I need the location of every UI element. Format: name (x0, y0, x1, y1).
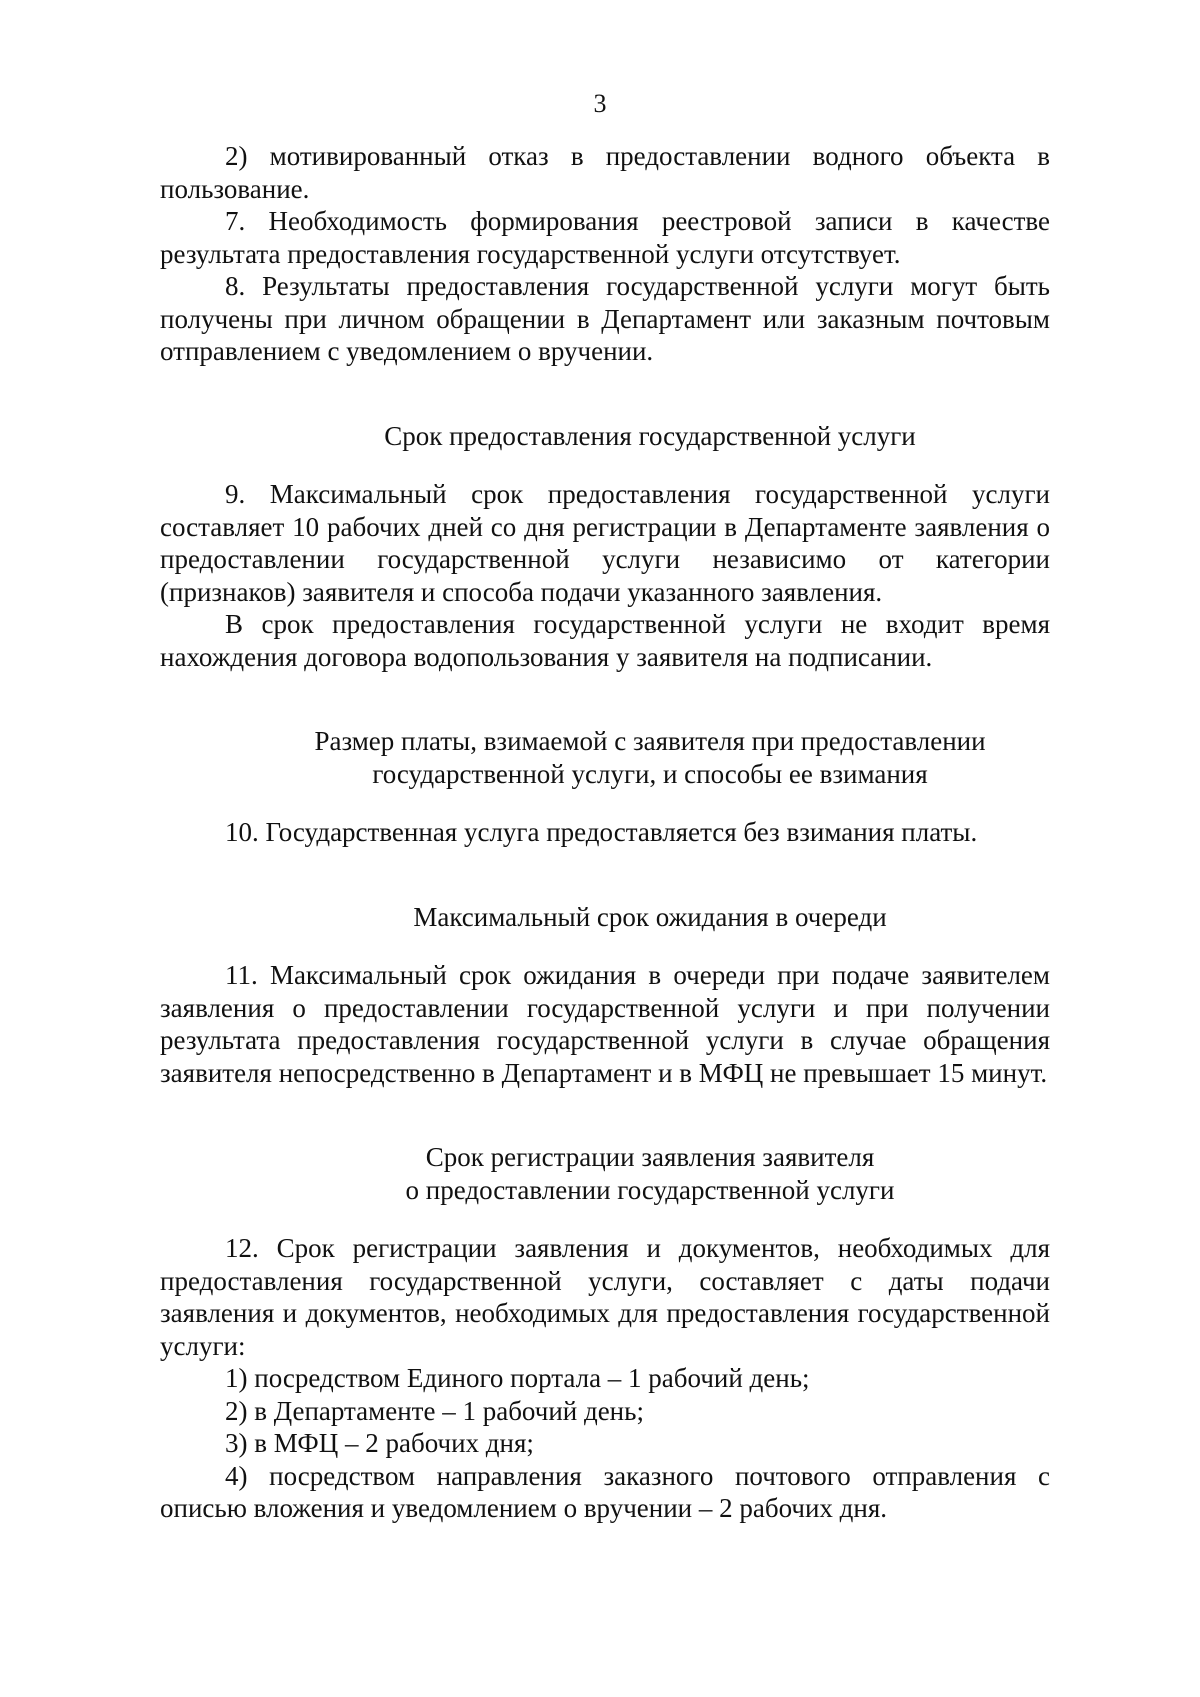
heading-fee-line-2: государственной услуги, и способы ее взимания (372, 758, 928, 789)
section-gap (160, 673, 1050, 725)
paragraph-11: 11. Максимальный срок ожидания в очереди при подаче заявителем заявления о предоставлении государственной услуги и при получении результата предоставления государственной услуги в случае обращения заявителя непосредственно в Департамент и в МФЦ не превышает 15 минут. (160, 960, 1050, 1088)
paragraph-8: 8. Результаты предоставления государственной услуги могут быть получены при личном обращении в Департамент или заказным почтовым отправлением с уведомлением о вручении. (160, 271, 1050, 366)
paragraph-12-item-1: 1) посредством Единого портала – 1 рабочий день; (225, 1363, 810, 1393)
section-gap (160, 1206, 1050, 1232)
heading-registration-line-2: о предоставлении государственной услуги (405, 1174, 895, 1205)
paragraph-result-2: 2) мотивированный отказ в предоставлении водного объекта в пользование. (160, 141, 1050, 204)
paragraph-12-item-4: 4) посредством направления заказного почтового отправления с описью вложения и уведомлением о вручении – 2 рабочих дня. (160, 1460, 1050, 1523)
paragraph-7: 7. Необходимость формирования реестровой записи в качестве результата предоставления государственной услуги отсутствует. (160, 206, 1050, 269)
paragraph-10: 10. Государственная услуга предоставляется без взимания платы. (225, 817, 978, 847)
document-body (160, 140, 1050, 1525)
page-number: 3 (593, 89, 607, 118)
section-gap (160, 790, 1050, 816)
section-gap (160, 933, 1050, 959)
heading-queue-time: Максимальный срок ожидания в очереди (413, 901, 887, 932)
paragraph-9: 9. Максимальный срок предоставления государственной услуги составляет 10 рабочих дней со дня регистрации в Департаменте заявления о предоставлении государственной услуги независимо от категории (признаков) заявителя и способа подачи указанного заявления. (160, 479, 1050, 607)
heading-fee-line-1: Размер платы, взимаемой с заявителя при предоставлении (314, 726, 986, 756)
section-gap (160, 849, 1050, 901)
section-gap (160, 452, 1050, 478)
paragraph-12-item-3: 3) в МФЦ – 2 рабочих дня; (225, 1428, 534, 1458)
heading-service-term: Срок предоставления государственной услуги (384, 420, 916, 451)
paragraph-9-continued: В срок предоставления государственной услуги не входит время нахождения договора водопользования у заявителя на подписании. (160, 609, 1050, 672)
paragraph-12-item-2: 2) в Департаменте – 1 рабочий день; (225, 1395, 644, 1426)
section-gap (160, 368, 1050, 420)
section-gap (160, 1089, 1050, 1141)
paragraph-12: 12. Срок регистрации заявления и документов, необходимых для предоставления государственной услуги, составляет с даты подачи заявления и документов, необходимых для предоставления государственной услуги: (160, 1233, 1050, 1361)
heading-registration-line-1: Срок регистрации заявления заявителя (425, 1142, 875, 1172)
